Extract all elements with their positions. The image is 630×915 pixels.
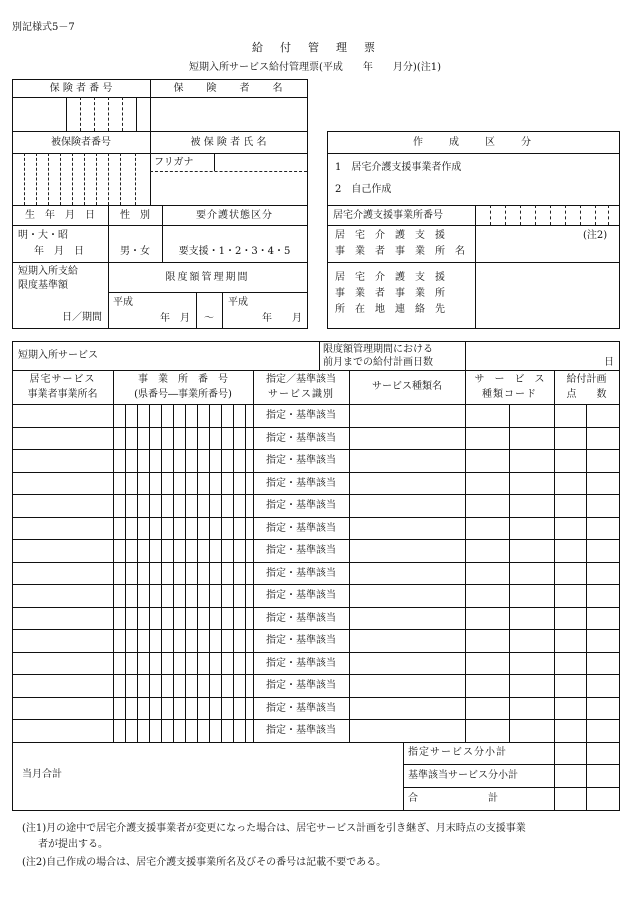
- furigana-label: フリガナ: [154, 157, 194, 168]
- office-name-label-2: 事 業 者 事 業 所 名: [335, 246, 465, 257]
- creator-option-1[interactable]: 1 居宅介護支援事業者作成: [335, 162, 462, 173]
- limit-period-label: 限度額管理期間: [165, 272, 250, 283]
- care-level-options[interactable]: 要支援・1・2・3・4・5: [178, 246, 291, 257]
- era-options[interactable]: 明・大・昭: [18, 230, 68, 241]
- col-service-type: サービス種類名: [372, 381, 442, 392]
- sex-label: 性 別: [120, 210, 150, 221]
- office-digit-divider: [245, 404, 246, 742]
- standard-subtotal-label: 基準該当サービス分小計: [408, 770, 518, 781]
- period-to-units: 年 月: [262, 313, 302, 324]
- col-office-number-1: 事 業 所 番 号: [138, 374, 228, 385]
- note2-marker: (注2): [583, 230, 608, 241]
- note-2: (注2)自己作成の場合は、居宅介護支援事業所名及びその番号は記載不要である。: [22, 857, 387, 868]
- creator-option-2[interactable]: 2 自己作成: [335, 184, 392, 195]
- col-service-code-2: 種類コード: [482, 389, 537, 400]
- row-designation-options[interactable]: 指定・基準該当: [266, 725, 336, 736]
- row-designation-options[interactable]: 指定・基準該当: [266, 568, 336, 579]
- office-address-label-2: 事 業 者 事 業 所: [335, 288, 445, 299]
- period-from-era: 平成: [113, 297, 133, 308]
- period-from-units: 年 月: [160, 313, 190, 324]
- plan-days-unit: 日: [604, 357, 614, 368]
- office-digit-divider: [149, 404, 150, 742]
- designated-subtotal-label: 指定サービス分小計: [408, 747, 507, 758]
- row-designation-options[interactable]: 指定・基準該当: [266, 703, 336, 714]
- limit-amount-unit: 日／期間: [62, 312, 102, 323]
- month-total-label: 当月合計: [22, 769, 62, 780]
- creator-section-label: 作 成 区 分: [413, 137, 533, 148]
- document-title: 給 付 管 理 票: [252, 41, 378, 54]
- row-designation-options[interactable]: 指定・基準該当: [266, 500, 336, 511]
- office-digit-divider: [209, 404, 210, 742]
- col-points-1: 給付計画: [566, 374, 607, 385]
- office-digit-divider: [233, 404, 234, 742]
- row-designation-options[interactable]: 指定・基準該当: [266, 658, 336, 669]
- insured-number-label: 被保険者番号: [51, 137, 111, 148]
- insured-name-label: 被 保 険 者 氏 名: [190, 137, 267, 148]
- plan-days-label-1: 限度額管理期間における: [323, 344, 433, 355]
- col-provider-1: 居宅サービス: [29, 374, 96, 385]
- row-designation-options[interactable]: 指定・基準該当: [266, 523, 336, 534]
- office-digit-divider: [221, 404, 222, 742]
- office-number-label: 居宅介護支援事業所番号: [333, 210, 443, 221]
- row-designation-options[interactable]: 指定・基準該当: [266, 433, 336, 444]
- office-digit-divider: [173, 404, 174, 742]
- office-name-label-1: 居 宅 介 護 支 援: [335, 230, 445, 241]
- col-provider-2: 事業者事業所名: [27, 389, 98, 400]
- row-designation-options[interactable]: 指定・基準該当: [266, 680, 336, 691]
- period-to-era: 平成: [228, 297, 248, 308]
- row-designation-options[interactable]: 指定・基準該当: [266, 478, 336, 489]
- birth-date-units: 年 月 日: [34, 246, 84, 257]
- office-digit-divider: [197, 404, 198, 742]
- office-digit-divider: [137, 404, 138, 742]
- form-number: 別記様式5－7: [12, 22, 75, 33]
- note-1-line-2: 者が提出する。: [38, 839, 108, 850]
- grand-total-label: 合 計: [408, 793, 498, 804]
- note-1-line-1: (注1)月の途中で居宅介護支援事業者が変更になった場合は、居宅サービス計画を引き継ぎ、月末時点の支援事業: [22, 823, 526, 834]
- column-divider: [509, 404, 510, 742]
- document-subtitle: 短期入所サービス給付管理票(平成 年 月分)(注1): [189, 62, 441, 73]
- short-stay-service-label: 短期入所サービス: [18, 350, 98, 361]
- col-points-2: 点 数: [566, 389, 607, 400]
- col-designation-1: 指定／基準該当: [266, 374, 336, 385]
- office-digit-divider: [125, 404, 126, 742]
- sex-options[interactable]: 男・女: [120, 246, 150, 257]
- column-divider: [586, 404, 587, 742]
- office-address-label-3: 所 在 地 連 絡 先: [335, 304, 445, 315]
- birth-date-label: 生 年 月 日: [25, 210, 95, 221]
- row-designation-options[interactable]: 指定・基準該当: [266, 455, 336, 466]
- col-office-number-2: (県番号―事業所番号): [134, 389, 232, 400]
- office-address-label-1: 居 宅 介 護 支 援: [335, 272, 445, 283]
- office-digit-divider: [161, 404, 162, 742]
- plan-days-label-2: 前月までの給付計画日数: [323, 357, 433, 368]
- row-designation-options[interactable]: 指定・基準該当: [266, 590, 336, 601]
- limit-amount-label-1: 短期入所支給: [18, 266, 78, 277]
- care-level-label: 要介護状態区分: [196, 210, 273, 221]
- row-designation-options[interactable]: 指定・基準該当: [266, 613, 336, 624]
- col-designation-2: サービス識別: [268, 389, 334, 400]
- limit-amount-label-2: 限度基準額: [18, 280, 68, 291]
- row-designation-options[interactable]: 指定・基準該当: [266, 410, 336, 421]
- period-tilde: ～: [204, 313, 214, 324]
- col-service-code-1: サ ー ビ ス: [474, 374, 545, 385]
- insurer-name-label: 保 険 者 名: [173, 83, 284, 94]
- row-designation-options[interactable]: 指定・基準該当: [266, 635, 336, 646]
- insurer-number-label: 保 険 者 番 号: [49, 83, 113, 94]
- office-digit-divider: [185, 404, 186, 742]
- row-designation-options[interactable]: 指定・基準該当: [266, 545, 336, 556]
